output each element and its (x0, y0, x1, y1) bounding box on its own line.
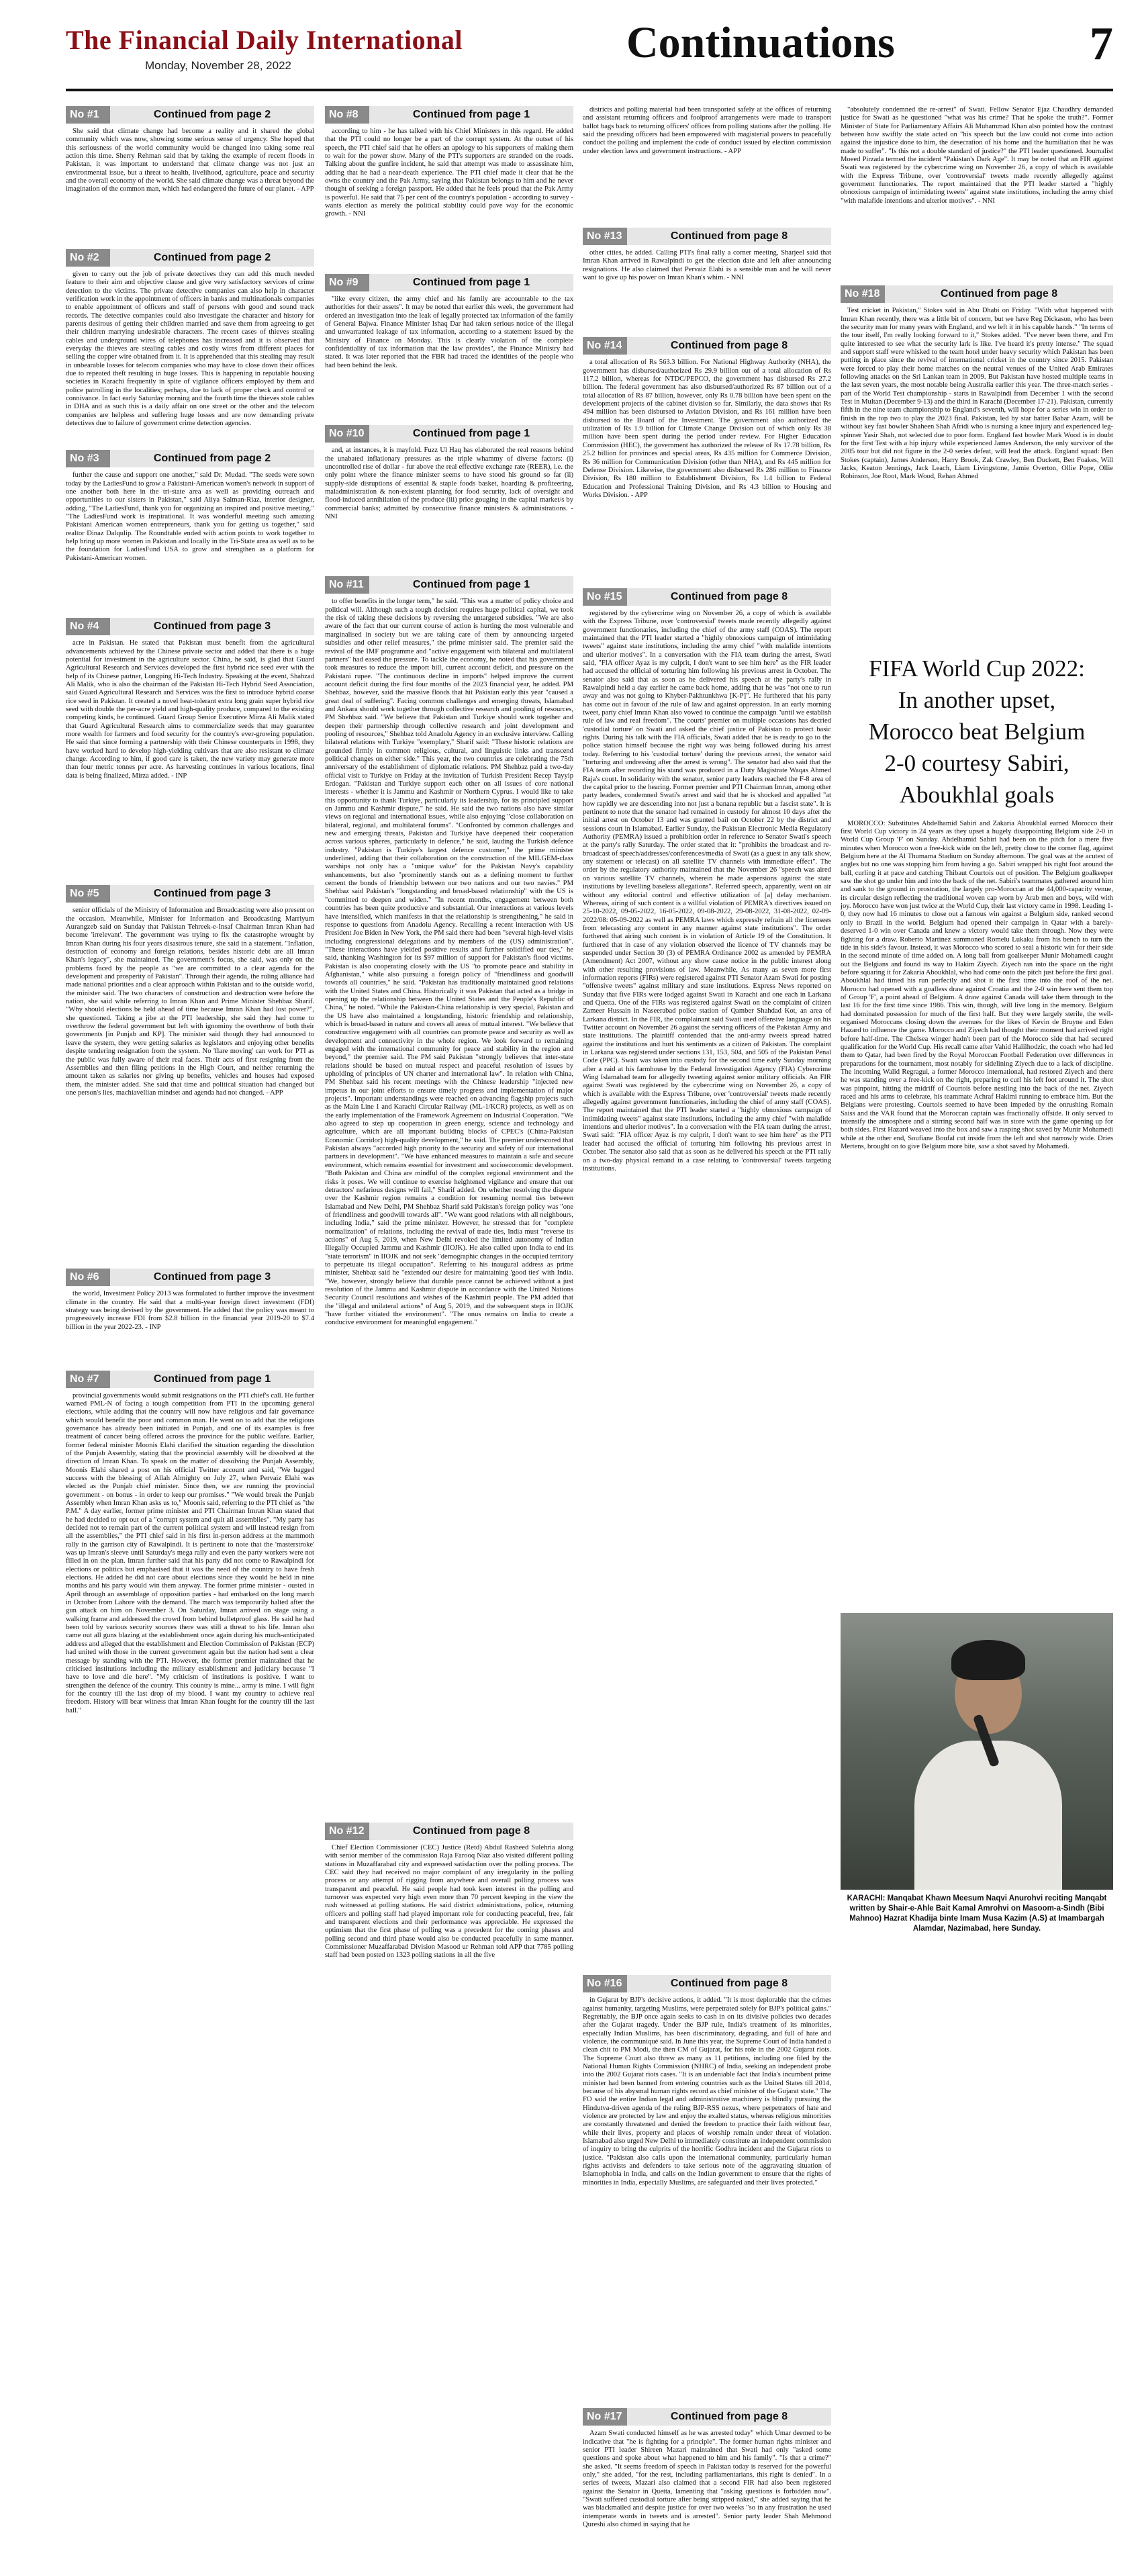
continuation-header (66, 1269, 314, 1286)
continuation-number: No #11 (325, 576, 369, 594)
continuation-header (583, 588, 831, 606)
continued-from-label: Continued from page 8 (670, 590, 788, 602)
continuation-block (325, 106, 573, 269)
continuation-number: No #5 (66, 885, 110, 903)
story-paragraph: in Gujarat by BJP's decisive actions, it added. "It is most deplorable that the crimes against humanity, targeting Muslims, were perpetrated solely for BJP's political gains." Regrettably, the BJP once again seeks to cash in on its divisive policies two decades after the Gujarat tragedy. Under the BJP rule, India's treatment of its minorities, especially Indian Muslims, has been discriminatory, degrading, and full of hate and violence, the communiqué said. In June this year, the Supreme Court of India handed a clean chit to PM Modi, the then CM of Gujarat, for his role in the 2002 Gujarat riots. The Supreme Court also threw as many as 11 petitions, including one filed by the National Human Rights Commission (NHRC) of India, seeking an independent probe into the 2002 Gujarat riots cases. "It is an undeniable fact that India's incumbent prime minister had been banned from entering countries such as the United States till 2014, because of his abysmal human rights record as chief minister of the Gujarat state." The FO said the entire Indian legal and administrative machinery is blindly pursuing the Hindutva-driven agenda of the ruling BJP-RSS nexus, where perpetrators of hate and violence are protected by law and enjoy the exalted status, whereas religious minorities are constantly threatened and denied the freedom to practice their faith without fear, while their lives, property and places of worship remain under threat of violation. Islamabad also urged New Delhi to immediately constitute an independent commission of inquiry to bring the culprits of the horrific Godhra incident and the Gujarat riots to justice. "Pakistan also calls upon the international community, particularly human rights activists and defenders to take serious note of the aggravating situation of Islamophobia in India, and calls on the Indian government to ensure that the rights of minorities in India, especially Muslims, are safeguarded and their lives protected." (583, 1996, 831, 2187)
story-paragraph: "like every citizen, the army chief and his family are accountable to the tax authorities for their assets". It may be noted that earlier this week, the government had ordered an investigation into the leak of legally protected tax information of the family of General Bajwa. Finance Minister Ishaq Dar had taken serious notice of the illegal and unwarranted leakage of tax information, according to a statement issued by the Ministry of Finance on Monday. This is clearly violation of the complete confidentiality of tax information that the law provides", the Finance Ministry had stated. It was later reported that the FBR had traced the identities of the people who had been behind the leak. (325, 295, 573, 369)
story-paragraph: registered by the cybercrime wing on November 26, a copy of which is available with the Express Tribune, over 'controversial' tweets made recently allegedly against government functionaries, including the chief of the army staff (COAS). The report maintained that the PTI leader started a "highly obnoxious campaign of intimidating tweets" against state institutions, including the army chief "with malafide intentions and ulterior motives". In a conversation with the FIA team during the arrest, Swati said, "FIA officer Ayaz is my culprit, I don't want to see him here" as the FIR leader had accused the official of torturing him following his previous arrest in October. The senator also said that as soon as he delivered his speech at the party's rally in Rawalpindi held a day earlier he came back home, adding that he was "not one to run away and was not going to Khyber-Pakhtunkhwa [K-P]". He furthered that his party has come out in favour of the rule of law and against oppression. In an early morning tweet, party chief Imran Khan also vowed to continue the campaign "until we establish rule of law and real freedom". The courts' premier on multiple occasions has decried 'custodial torture' on Swati and asked the chief justice of Pakistan to protect basic rights. During his talk with the FIA officials, Swati added that he is ready to go to the police station himself because the right way was being followed during his arrest today. Referring to his 'custodial torture' during the previous arrest, the senator said "torturing and undressing after the arrest is wrong". The senator had also said that the FIA team after recording his stand was produced in a Duty Magistrate Waqas Ahmed Raja's court. In solidarity with the senator, senior party leaders reached the F-8 area of the capital prior to the hearing. Former premier and PTI Chairman Imran, among other party leaders, condemned Swati's arrest and said that he is shocked and appalled "at how rapidly we are descending into not just a banana republic but a fascist state". It is pertinent to note that the senator had remained in custody for almost 10 days after the initial arrest on October 13 and was granted bail on October 22 by the district and sessions court in Islamabad. Earlier Sunday, the Pakistan Electronic Media Regulatory Authority (PEMRA) issued a prohibition order in reference to Senator Swati's speech at the party's rally Saturday. The order stated that it: "prohibits the broadcast and re-broadcast of speech/addresses/conferences/media of Swati (as a guest in any talk show, any statement or telecast) on all satellite TV channels with immediate effect". The order by the regulatory authority maintained that the November 26 "speech was aired on various satellite TV channels, wherein he made aspersions against the state institutions by levelling baseless allegations". Referred speech, apparently, went on air without any editorial control and effective utilization of [a] delay mechanism. Whereas, airing of such content is a willful violation of PEMRA's directives issued on 25-10-2022, 09-05-2022, 16-05-2022, 09-08-2022, 29-08-2022, 31-08-2022, 02-09-2022/08: 05-09-2022 as well as PEMRA laws which expressly refrain all the licensees from telecasting any content in any manner against state institutions". The order furthered that airing such content is in violation of Article 19 of the Constitution. It furthered that in case of any violation observed the licence of TV channels may be suspended under Section 30 (3) of PEMRA Ordinance 2002 as amended by PEMRA (Amendment) Act 2007, without any show cause notice in the public interest along with other resulting provisions of law. Meanwhile, As many as seven more first information reports (FIRs) were registered against PTI Senator Azam Swati for posting "offensive tweets" against military and state institutions. Express News reported on Sunday that five FIRs were lodged against Swati in Karachi and one each in Larkana and Quetta. One of the FIRs was registered against Swati on the complaint of citizen Zameer Hussain in Naseerabad police station of Qamber Shahdad Kot, an area of Larkana district. In the FIR, the complainant said Swati used offensive language on his Twitter account on November 26 against the serving officers of the Pakistan Army and state institutions. The plaintiff contended that the anti-army tweets spread hatred against the institutions and hurt his sentiments as a citizen of Pakistan. The complaint in Larkana was registered under sections 131, 153, 504, and 505 of the Pakistan Penal Code (PPC). Swati was taken into custody for the second time early Sunday morning after a raid at his farmhouse by the Federal Investigation Agency (FIA) Cybercrime Wing Islamabad team for allegedly tweeting against senior military officials. An FIR against Swati was registered by the cybercrime wing on November 26, a copy of which is available with the Express Tribune, over 'controversial' tweets made recently allegedly against government functionaries, including the chief of army staff (COAS). The report maintained that the PTI leader started a "highly obnoxious campaign of intimidating tweets" against state institutions, including the army chief "with malafide intentions and ulterior motives". In a conversation with the FIA team during the arrest, Swati said: "FIA officer Ayaz is my culprit, I don't want to see him here" as the PTI leader had accused the official of torturing him following his previous arrest in October. The senator also said that as soon as he delivered his speech at the PTI rally on a two-day physical remand in a case relating to 'controversial' tweets targeting institutions. (583, 609, 831, 1172)
story-paragraph: a total allocation of Rs 563.3 billion. For National Highway Authority (NHA), the government has disbursed/authorized Rs 29.9 billion out of a total allocation of Rs 117.2 billion, whereas for NTDC/PEPCO, the government has disbursed Rs 27.2 billion. The federal government has also disbursed/authorized Rs 87 billion out of a total allocation of Rs 87 billion, however, only Rs 0.78 billion have been spent on the development projects of the cabinet division so far. Similarly, the data shows that Rs 494 million has been disbursed to Aviation Division, and Rs 161 million have been disbursed to the Board of the Investment. The government also authorized the utilization of Rs 1.9 billion for Climate Change Division out of which only Rs 38 million have been spent during the period under review. For Higher Education Commission (HEC), the government has authorized the release of Rs 17.78 billion, Rs 25.2 billion for provinces and special areas, Rs 435 million for Commerce Division, Rs 36 million for Communication Division (other than NHA), and Rs 445 million for Defense Division. Likewise, the government also disbursed Rs 286 million to Finance Division, Rs 180 million to Establishment Division, Rs 1.4 billion to Federal Education and Professional Training Division, and Rs 4.3 billion to Housing and Works Division. - APP (583, 359, 831, 499)
continuation-block (583, 1975, 831, 2403)
story-text (66, 1290, 314, 1365)
section-title: Continuations (626, 18, 895, 67)
continued-from-label: Continued from page 1 (412, 428, 530, 440)
paper-title: The Financial Daily International (66, 25, 463, 55)
story-text (325, 1844, 573, 2010)
continuation-number: No #16 (583, 1975, 627, 1992)
story-text (66, 471, 314, 612)
headline-line: FIFA World Cup 2022: (869, 655, 1085, 682)
story-paragraph: given to carry out the job of private detectives they can add this much needed feature to their aim and objective clause and give very satisfactory services of crime detection to the victims. The private detective companies can also help in character verification work in the appointment of officers in banks and multinationals companies to enable appointment of officers and staff of persons with good and sound track records. The detective companies could also investigate the character and history for parents desirous of getting their children married and save them from agreeing to get their children marrying undesirable characters. The recent cases of thieves stealing cables and underground wires of telephones has increased and it is observed that everyday the thieves are stealing cables and costly wires from different places for selling the copper wire obtained from it. It is apprehended that this stealing may result in unbearable losses for telecom companies who may have to close down their offices due to repeated theft resulting in huge losses. This is happening in reputable housing societies in Karachi frequently in spite of vigilance officers employed by them and police patrolling in the localities; perhaps, due to lack of proper check and control or connivance. In fact early Saturday morning and the fourth time the thieves stole cables in DHA and as such this is a daily affair on one street or the other and the telecom companies are helpless and suffering huge losses and are now demanding private detectives due to failure of government crime detection agencies. (66, 270, 314, 428)
story-text (583, 106, 831, 222)
continuation-number: No #12 (325, 1823, 369, 1840)
continuation-header (325, 1823, 573, 1840)
continued-from-label: Continued from page 3 (153, 620, 271, 633)
continuation-number: No #18 (841, 285, 885, 303)
continuation-block (66, 885, 314, 1263)
continuation-number: No #8 (325, 106, 369, 124)
continued-from-label: Continued from page 2 (153, 453, 271, 465)
continuation-header (583, 1975, 831, 1992)
continuation-block (325, 425, 573, 571)
column-4 (841, 106, 1113, 1934)
story-text (583, 249, 831, 332)
story-paragraph: districts and polling material had been transported safely at the offices of returning and assistant returning officers and foolproof arrangements were made to transport ballot bags back to returning officers' offices from polling stations after the polling. He said the presiding officers had been empowered with magisterial powers to peacefully conduct the polling and implement the code of conduct issued by election commission under election laws and government instructions. - APP (583, 106, 831, 155)
continuation-block (66, 249, 314, 445)
page-number: 7 (1090, 18, 1113, 70)
continuation-block (66, 1269, 314, 1365)
story-paragraph: according to him - he has talked with his Chief Ministers in this regard. He added that the PTI could no longer be a part of the corrupt system. At the outset of his speech, the PTI chief said that he offers an apology to his supporters of making them to wait for the power show. Many of the PTI's supporters are stranded on the roads. Talking about the gunfire incident, he said that attempt was made to assassinate him, adding that he had a near-death experience. The PTI chief made it clear that he the owns the country and the Pak Army, saying that Pakistan belongs to him and he never thought of seeking a foreign passport. He added that he feels proud that the Pak Army is powerful. He said that 75 per cent of the country's population - according to survey - wants election as merely the political stability could pave way for the economic growth. - NNI (325, 128, 573, 218)
continued-from-label: Continued from page 8 (412, 1825, 530, 1837)
continued-from-label: Continued from page 8 (670, 340, 788, 352)
column-1 (66, 106, 314, 2176)
continuation-header (325, 274, 573, 291)
story-paragraph: She said that climate change had become a reality and it shared the global community which was now, showing some serious sense of urgency. She hoped that this seriousness of the world community would be changed into taking some real action this time. Sherry Rehman said that by taking the example of recent floods in Pakistan, it was important to understand that climate change was not just an environmental issue, but a threat to health, livelihood, agriculture, peace and security and the overall economy of the world. She said climate change was a threat beyond the imagination of the common man, which had endangered the future of our planet. - APP (66, 128, 314, 193)
continuation-block (583, 337, 831, 582)
feature-body-text: MOROCCO: Substitutes Abdelhamid Sabiri and Zakaria Aboukhlal earned Morocco their first World Cup victory in 24 years as they upset a hugely disappointing Belgium side 2-0 in World Cup Group 'F' on Sunday. Abdelhamid Sabiri had been on the pitch for a mere five minutes when Morocco won a free-kick wide on the left, pretty close to the corner flag, against Belgium here at the Al Thumama Stadium on Sunday afternoon. The goal was at the acutest of angles but no one was stopping him from having a go. Sabiri wrapped his right foot around the ball, curling it at pace and catching Thibaut Courtois out of position. The Belgium goalkeeper saw the shot go under him and into the back of the net. Sabiri's teammates gathered around him and sank to the ground in prostration, the largely pro-Moroccan at the 44,000-capacity venue, its circular design reflecting the traditional woven cap worn by Arab men and boys, wild with joy. Morocco have won just twice at the World Cup, their last victory came in 1998. Leading 1-0, they now had 16 minutes to close out a famous win against a Belgium side, ranked second only to Brazil in the world. Belgium had opened their campaign in Qatar with a barely-deserved 1-0 win over Canada and knew a victory would take them through. Now they were fighting for a draw. Roberto Martinez summoned Romelu Lukaku from his bench to turn the tide in his side's favour. Instead, it was Morocco who scored to seal a historic win for their side in the second minute of time added on. A long ball from goalkeeper Munir Mohamedi caught out the Belgians and found its way to Hakim Ziyech. Ziyech ran into the space on the right before squaring it for Zakaria Aboukhlal, who had come onto the pitch just before the first goal. Aboukhlal had timed his run perfectly and shot it the first time into the roof of the net. Morocco had opened with a goalless draw against Croatia and the 2-0 win here sent them top of Group 'F', a point ahead of Belgium. A draw against Canada will take them through to the last 16 for the first time since 1986. This win, though, will live long in the memory. Belgium had dominated possession for much of the first half. But they were largely sterile, the well-organised Moroccans closing down the avenues for the likes of Kevin de Bruyne and Eden Hazard to influence the game. Morocco and Ziyech had thought their moment had arrived right before half-time. The Chelsea winger hadn't been part of the Morocco side that had secured qualification for the World Cup. His recall came after Vahid Halilhodzic, the coach who had led them to Qatar, had been fired by the Royal Moroccan Football Federation over differences in preparations for the tournament, most notably for sidelining Ziyech due to a lack of discipline. The incoming Walid Regragui, a former Morocco international, had restored Ziyech and there he was standing over a free-kick on the right, preparing to curl his left foot around it. The shot was pinpoint, hitting the midriff of Courtois before nestling into the back of the net. Ziyech raced and his arms to celebrate, his teammate Achraf Hakimi running to embrace him. But the Belgians were protesting. Courtois seemed to have been impeded by the onrushing Romain Saiss and the VAR found that the Moroccan captain was fractionally offside. It only served to intensify the atmosphere and a stirring second half was in store with the game opening up for both sides. First Hazard weaved into the box and saw a rasping shot saved by Munir Mohamedi while at the other end, Soufiane Boufal cut inside from the left and shot narrowly wide. Dries Mertens, brought on to give Belgium more bite, saw a shot saved by Mohamedi. (841, 819, 1113, 1151)
continuation-number: No #14 (583, 337, 627, 355)
continued-from-label: Continued from page 8 (940, 288, 1058, 300)
continued-from-label: Continued from page 8 (670, 1978, 788, 1990)
continuation-number: No #3 (66, 450, 110, 467)
story-paragraph: other cities, he added. Calling PTI's final rally a corner meeting, Sharjeel said that Imran Khan arrived in Rawalpindi to get the election date and left after announcing resignations. He also claimed that Pervaiz Elahi is a sensible man and he will never want to give up his power on Imran Khan's whim. - NNI (583, 248, 831, 281)
continuation-block (583, 106, 831, 222)
continuation-number: No #13 (583, 228, 627, 245)
continuation-number: No #9 (325, 274, 369, 291)
continuation-header (66, 1371, 314, 1388)
continued-from-label: Continued from page 3 (153, 1271, 271, 1283)
story-paragraph: Test cricket in Pakistan," Stokes said in Abu Dhabi on Friday. "With what happened with Imran Khan recently, there was a little bit of concern, but we have Reg Dickason, who has been the security man for many years with England, and we left it in his capable hands." "In terms of the tour itself, I'm really looking forward to it," Stokes added. "I've never been there, and I'm quite interested to see what the security lark is like. I've heard it's pretty intense." The squad and support staff were whisked to the team hotel under heavy security which Pakistan has been putting in place since the revival of international cricket in the country since 2015. Pakistan were forced to play their home matches on the neutral venues of the United Arab Emirates following attacks on the Sri Lankan team in 2009. But Pakistan have hosted multiple teams in the last seven years, the most notable being Australia earlier this year. The three-match series - part of the World Test championship - starts in Rawalpindi from December 1 with the second Test in Multan (December 9-13) and the third in Karachi (December 17-21). Pakistan, currently fifth in the nine team championship to England's seventh, will hope for a series win in order to finish in the top two to play the 2023 final. Pakistan, led by star batter Babar Azam, will be without key fast bowler Shaheen Shah Afridi who is nursing a knee injury and experienced leg-spinner Yasir Shah, not selected due to poor form. England fast bowler Mark Wood is in doubt for the first Test with a hip injury while experienced James Anderson, the only survivor of the 2005 tour but did not figure in the 2-0 series defeat, will lead the attack. England squad: Ben Stokes (captain), James Anderson, Harry Brook, Zak Crawley, Ben Duckett, Ben Foakes, Will Jacks, Keaton Jennings, Jack Leach, Liam Livingstone, Jamie Overton, Ollie Pope, Ollie Robinson, Joe Root, Mark Wood, Rehan Ahmed (841, 307, 1113, 481)
continuation-block (66, 1371, 314, 2172)
story-text (583, 610, 831, 1970)
continuation-block (66, 106, 314, 244)
continuation-header (66, 249, 314, 267)
continuation-block (841, 285, 1113, 647)
story-paragraph: Chief Election Commissioner (CEC) Justice (Retd) Abdul Rasheed Sulehria along with senior member of the commission Raja Farooq Niaz also visited different polling stations in Muzaffarabad city and expressed satisfaction over the polling process. The CEC said they had received no major complaint of any irregularity in the polling process or any attempt of rigging from anywhere and overall polling process was transparent and peaceful. He said people had took keen interest in the polling and turnover was expected very high even more than 70 percent keeping in the view the rush witnessed at polling stations. He said district administrations, police, returning officers and polling staff had played important role for conducting peaceful, free, fair and transparent elections and their performance was appreciable. He expressed the optimism that the first phase of polling was a precedent for the coming phases and polling second and third phase would also be conducted peacefully in same manner. Commissioner Muzaffarabad Division Masood ur Rehman told APP that 7785 polling staff had been posted on 1323 polling stations in all the five (325, 1843, 573, 1960)
story-text (583, 1996, 831, 2403)
continued-from-label: Continued from page 2 (153, 251, 271, 263)
story-text (841, 106, 1113, 280)
continued-from-label: Continued from page 3 (153, 888, 271, 900)
continuation-block (583, 2408, 831, 2571)
story-text (66, 271, 314, 445)
photo-figure-hair (951, 1640, 1025, 1680)
news-photo (841, 1613, 1113, 1890)
story-paragraph: to offer benefits in the longer term," he said. "This was a matter of policy choice and political will. Although such a tough decision requires huge political capital, we took the risk of taking these decisions by reversing the untargeted subsidies. "We are also aware of the fact that our current course of action is hurting the most vulnerable and marginalised in society but we are taking care of them by announcing targeted subsidies and other relief measures," the prime minister said. The premier said the revival of the IMF programme and "active engagement with bilateral and multilateral partners" had eased the pressure. To tackle the economy, he noted that his government took measures to reduce the import bill, current account deficit, and pressure on the Pakistani rupee. "The continuous decline in imports" helped improve the current account deficit during the first four months of the 2023 financial year, he added. PM Shehbaz, however, said the massive floods that hit Pakistan early this year "caused a great deal of suffering". Facing common challenges and emerging threats, Islamabad and Ankara should work together through collective research and pooling of resources, PM Shehbaz said. "We believe that Pakistan and Turkiye should work together and deepen their partnership through collective research and joint development and pooling of resources," Shehbaz told Anadolu Agency in an exclusive interview. Calling bilateral relations with Turkiye "exemplary," Sharif said: "These historic relations are grounded firmly in common religious, cultural, and linguistic links and transcend political changes on either side." This year, the two countries are celebrating the 75th anniversary of the establishment of diplomatic relations. PM Shehbaz paid a two-day official visit to Turkiye on Friday at the invitation of Turkish President Recep Tayyip Erdogan. "Pakistan and Turkiye support each other on all issues of core national interests - whether it is Jammu and Kashmir or Northern Cyprus. I would like to take this opportunity to thank Turkiye, particularly its leadership, for its principled support on Jammu and Kashmir dispute," he said. He said the two nations also have similar views on regional and international issues, while also enjoying "close collaboration on bilateral, regional, and multilateral forums". "Confronted by common challenges and new and emerging threats, Pakistan and Turkiye have deepened their cooperation across various spheres, particularly in defence," he said, lauding the Turkish defence industry. "Pakistan is Turkiye's largest defence customer," the prime minister underlined, adding that their collaboration on the construction of the MILGEM-class warships not only has a "unique value" for the Pakistan Navy's capability enhancements, but also "prominently stands out as a defining moment to further cement the bonds of friendship between our two nations and our two navies." PM Shehbaz said Pakistan's "longstanding and broad-based relationship" with the US is "committed to deepen and widen." "In recent months, engagement between both countries has been quite productive and substantial. Our interactions at various levels have intensified, which manifests in that the relationship is strengthening," he said in response to questions from Anadolu Agency. Recalling a recent interaction with US President Joe Biden in New York, the PM said there had been "several high-level visits including congressional delegations and by members of the (US) administration". "These interactions have yielded positive results and further solidified our ties," he said, thanking Washington for its $97 million of support for Pakistan's flood victims. Pakistan is also cooperating closely with the US "to promote peace and stability in Afghanistan," while also pursuing a foreign policy of "friendliness and goodwill towards all countries," he said. "Pakistan has traditionally maintained good relations with the United States and China. Historically it was Pakistan that acted as a bridge in opening up the relationship between the United States and the People's Republic of China," he noted. "While the Pakistan-China relationship is very special, Pakistan and the US have also maintained a longstanding, historic friendship and relationship, which is broad-based in nature and covers all areas of mutual interest. "We believe that constructive engagement with all countries can promote peace and security as well as development and connectivity in the whole region. We look forward to remaining engaged with the international community for peace and stability in the region and beyond," the premier said. The PM said Pakistan "strongly believes that inter-state relations should be based on mutual respect and peaceful resolution of issues by upholding of principles of UN charter and international law". In relation with China, PM Shehbaz said his recent meetings with the Chinese leadership "injected new impetus in our joint efforts to ensure timely progress and implementation of major projects". Important understandings were reached on advancing flagship projects such as the Main Line 1 and Karachi Circular Railway (ML-1/KCR) projects, as well as on the early implementation of the Framework Agreement on Industrial Cooperation. "We also agreed to step up cooperation in green energy, science and technology and agriculture, which are all important building blocks of CPEC's (China-Pakistan Economic Corridor) high-quality development," he said. The premier underscored that Pakistan always "accorded high priority to the security and safety of our international partners in development". "We have enhanced measures to maintain a safe and secure environment, which remains essential for investment and socioeconomic development. "Both Pakistan and China are mindful of the complex regional environment and the risks it poses. We will continue to exercise heightened vigilance and ensure that our detractors' nefarious designs will fail," Sharif added. On whether resolving the dispute over the Kashmir region remains a condition for resuming normal ties between Islamabad and New Delhi, PM Shehbaz Sharif said Pakistan's foreign policy was "one of friendliness and goodwill towards all". "We want good relations with all neighbours, including India," said the prime minister. However, he stressed that for "complete normalization" of relations, including the revival of trade ties, India must "reverse its actions" of Aug 5, 2019, when New Delhi revoked the limited autonomy of Indian Illegally Occupied Jammu and Kashmir (IIOJK). He also called upon India to end its "state terrorism" in IIOJK and not seek "demographic changes in the occupied territory to perpetuate its illegal occupation". Referring to his inaugural address as prime minister, Shehbaz said he "extended our desire for maintaining 'good ties' with India. "We, however, strongly believe that durable peace cannot be achieved without a just resolution of the Jammu and Kashmir dispute in accordance with the United Nations Security Council resolutions and wishes of the Kashmiri people. The PM added that the "illegal and unilateral actions" of Aug 5, 2019, and the subsequent steps in IIOJK "have further vitiated the environment". "The onus remains on India to create a conducive environment for meaningful engagement." (325, 598, 573, 1327)
column-4-blocks (841, 106, 1113, 647)
continuation-block (66, 450, 314, 612)
continuation-header (66, 618, 314, 635)
photo-caption: KARACHI: Manqabat Khawn Meesum Naqvi Anurohvi reciting Manqabt written by Shair-e-Ahle Bait Kamal Amrohvi on Masoom-a-Sindh (Bibi Mahnoo) Hazrat Khadija binte Imam Musa Kazim (A.S) at Imambargah Alamdar, Nazimabad, here Sunday. (847, 1894, 1107, 1933)
headline-line: Aboukhlal goals (899, 781, 1055, 808)
continuation-number: No #15 (583, 588, 627, 606)
continued-from-label: Continued from page 8 (670, 230, 788, 242)
masthead-rule (66, 89, 1113, 91)
story-text (66, 907, 314, 1263)
continuation-header (583, 2408, 831, 2426)
story-text (841, 307, 1113, 647)
continuation-header (841, 285, 1113, 303)
story-paragraph: "absolutely condemned the re-arrest" of Swati. Fellow Senator Ejaz Chaudhry demanded justice for Swati as he questioned "what was his crime? That he spoke the truth?". Former Minister of State for Parliamentary Affairs Ali Muhammad Khan also pointed how the contrast between how swiftly the state acted on "his speech but the law could not come into action against the injustice done to him, the desecration of his home and the humiliation that he was made to suffer". "Is this not a double standard of justice?" the PTI leader questioned. Journalist Moeed Pirzada termed the incident "Pakistan's Dark Age". It may be noted that an FIR against Swati was registered by the cybercrime wing on November 26, a copy of which is available with the Express Tribune, over 'controversial' tweets made recently allegedly against government functionaries. The report maintained that the PTI leader started a "highly obnoxious campaign of intimidating tweets" against state institutions, including the army chief "with malafide intentions and ulterior motives". - NNI (841, 106, 1113, 205)
story-text (66, 128, 314, 244)
continuation-block (325, 576, 573, 1816)
column-3 (583, 106, 831, 2576)
continuation-header (66, 885, 314, 903)
continuation-number: No #1 (66, 106, 110, 124)
continued-from-label: Continued from page 2 (153, 109, 271, 120)
continuation-header (583, 337, 831, 355)
continuation-block (325, 1823, 573, 2010)
continuation-header (325, 425, 573, 443)
photo-figure-body (914, 1741, 1062, 1890)
feature-body (841, 820, 1113, 1608)
continuation-block (66, 618, 314, 880)
story-text (325, 295, 573, 420)
continuation-header (325, 576, 573, 594)
continuation-block (583, 228, 831, 332)
story-text (66, 1392, 314, 2172)
continuation-number: No #6 (66, 1269, 110, 1286)
story-text (583, 359, 831, 582)
continuation-number: No #7 (66, 1371, 110, 1388)
continuation-header (66, 106, 314, 124)
issue-date: Monday, November 28, 2022 (145, 59, 291, 72)
continuation-header (66, 450, 314, 467)
continuation-number: No #17 (583, 2408, 627, 2426)
story-paragraph: acre in Pakistan. He stated that Pakistan must benefit from the agricultural advancements achieved by the Chinese private sector and added that there is a huge potential for investment in the agriculture sector. China, he said, is glad that Guard Agricultural Research and Services developed the first hybrid rice seed ever with the help of its Chinese partner, Longping Hi-Tech Industry. Speaking at the event, Shahzad Ali Malik, who is also the chairman of the Pakistan Hi-Tech Hybrid Seed Association, said Guard Agricultural Research and Services was the first to introduce hybrid coarse rice seed in Pakistan. It created a novel heat-tolerant extra long grain super hybrid rice seed with double the per-acre yield and high-quality produce, compared to the existing competing kinds, he continued. Guard Group Senior Executive Mirza Ali Malik stated that Guard Agricultural Research aims to commercialize seeds that may guarantee more wealth for farmers and food security for the country's ever-growing population. He said that since forming a partnership with their Chinese counterparts in 1998, they have worked hard to develop high-yielding cultivars that are also resistant to climate change. According to him, if good care is taken, the new variety may generate more than four metric tonnes per acre. As harvesting continues in various locations, final data is being finalized, Mirza added. - INP (66, 639, 314, 780)
continuation-block (841, 106, 1113, 280)
continuation-header (325, 106, 573, 124)
story-paragraph: provincial governments would submit resignations on the PTI chief's call. He further warned PML-N of facing a tough competition from PTI in the upcoming general elections, while adding that the country will now have religious and fair governance which would benefit the poor and common man. He went on to add that the religious governance has already been initiated in Punjab, and one of its examples is free treatment of cancer being offered across the province for the public welfare. Earlier, former federal minister Moonis Elahi clarified the situation regarding the dissolution of the Punjab Assembly, stating that the provincial assembly will be dissolved at the direction of Imran Khan. To speak on the matter of dissolving the Punjab Assembly, Moonis Elahi shared a post on his official Twitter account and said, "We bagged success with the blessing of Allah Almighty on July 27, when Pervaiz Elahi was elected as the Punjab chief minister. Since then, we are running the provincial government - on bonus - in order to keep our promises." "We would break the Punjab Assembly when Imran Khan asks us to," Moonis said, referring to the PTI chief as "the P.M." A day earlier, former prime minister and PTI Chairman Imran Khan stated that he had decided to opt out of a "corrupt system and quit all assemblies". "My party has decided not to remain part of the current political system and will instead resign from all the assemblies," the PTI chief said in his first in-person address at the mammoth rally in the garrison city of Rawalpindi. It is pertinent to note that the 'masterstroke' was up Imran's sleeve until Saturday's mega rally and even the party workers were not filled in on the plan. Imran further said that his party did not come to Rawalpindi for elections or politics but emphasised that it was the need of the country to have fresh elections. He added he did not care about elections since they would be held in nine months and his party would win them anyway. The former prime minister - ousted in April through an assemblage of opposition parties - had embarked on the long march in October from Lahore with the demand. The march was temporarily halted after the gun attack on him on November 3. On Saturday, Imran arrived on stage using a walking frame and addressed the crowd from behind bulletproof glass. He said he had been told by various security sources there was still a threat to his life. Imran also came out all guns blazing at the establishment once again during his much-anticipated address and alleged that the establishment and Election Commission of Pakistan (ECP) had united with those in the current government again but the nation had sent a clear message by standing with the PTI. However, the former premier maintained that he criticised institutions including the military establishment and judiciary because "I have to love and die here". "My criticism of institutions is positive. I want to strengthen the defence of the country. This country is mine... army is mine. I will fight for the country till the last drop of my blood. I want my country to achieve real freedom. History will bear witness that Imran Khan fought for the country till the last ball." (66, 1391, 314, 1714)
continued-from-label: Continued from page 1 (412, 109, 530, 120)
feature-story (841, 653, 1113, 1934)
story-text (583, 2430, 831, 2571)
continuation-block (325, 274, 573, 420)
story-paragraph: Azam Swati conducted himself as he was arrested today" which Umar deemed to be indicative that "he is fighting for a principle". The former human rights minister and senior PTI leader Shireen Mazari maintained that Swati had only "asked some questions and spoke about what happened to him and his family". "Is that a crime?" she asked. "It seems freedom of speech in Pakistan today is reserved for the powerful only," she added, "for the rest, including parliamentarians, this right is denied". In a series of tweets, Mazari also claimed that a second FIR had also been registered against the Senator in Quetta, lamenting that "asking questions is forbidden now". "Swati suffered custodial torture after being stripped naked," she added saying that he was blackmailed and despite justice for over two weeks "so in any frustration he used intemperate words in tweets and is arrested". Senior party leader Shah Mehmood Qureshi also chimed in saying that he (583, 2430, 831, 2529)
continued-from-label: Continued from page 1 (412, 579, 530, 591)
continuation-number: No #4 (66, 618, 110, 635)
story-text (325, 447, 573, 571)
headline-line: In another upset, (898, 686, 1056, 713)
story-paragraph: the world, Investment Policy 2013 was formulated to further improve the investment climate in the country. He said that a multi-year foreign direct investment (FDI) strategy was being devised by the government. He added that the policy was meant to progressively increase FDI from $2.8 billion in the financial year 2019-20 to $7.4 billion in the year 2022-23. - INP (66, 1290, 314, 1331)
masthead (66, 20, 1113, 107)
continuation-number: No #2 (66, 249, 110, 267)
continuation-number: No #10 (325, 425, 369, 443)
column-2 (325, 106, 573, 2015)
continuation-header (583, 228, 831, 245)
headline-line: Morocco beat Belgium (868, 718, 1086, 745)
story-text (66, 639, 314, 880)
continued-from-label: Continued from page 8 (670, 2411, 788, 2423)
headline-line: 2-0 courtesy Sabiri, (884, 749, 1069, 776)
continued-from-label: Continued from page 1 (412, 276, 530, 288)
story-text (325, 598, 573, 1816)
continued-from-label: Continued from page 1 (153, 1373, 271, 1385)
story-paragraph: and, at instances, it is mayfold. Fuzz Ul Haq has elaborated the real reasons behind the unabated inflationary pressures as the triple whammy of diverse factors: (i) uncontrolled rise of dollar - fur above the real effective exchange rate (REER), i.e. the only point where the finance minister seems to have stood his ground so far (ii) supply-side disruptions of essential & staple foods basket, hoarding & profiteering, maladministration & non-existent planning for food security, lack of oversight and flood-induced annihilation of the produce (iii) price gouging in the capital market/s by commercial banks; admitted by consecutive finance ministers & administrations. - NNI (325, 447, 573, 520)
continuation-block (583, 588, 831, 1970)
story-paragraph: senior officials of the Ministry of Information and Broadcasting were also present on the occasion. Meanwhile, Minister for Information and Broadcasting Marriyum Aurangzeb said on Sunday that Pakistan Tehreek-e-Insaf Chairman Imran Khan had become 'irrelevant'. The government was trying to fix the catastrophe wrought by Imran Khan during his four years disastrous tenure, she said in a statement. "Inflation, destruction of economy and foreign relations, besides historic debt are all Imran Khan's legacy", she maintained. The government's focus, she said, was only on the problems faced by the people as "we are committed to a clear agenda for the development and prosperity of Pakistan". Through their agenda, the ruling alliance had made national priorities and a clear approach within Pakistan and to the outside world, the minister said. The two characters of construction and destruction were before the nation, she said while referring to Imran Khan and Prime Minister Shehbaz Sharif. "Why should elections be held ahead of time because Imran Khan had lost power?", she questioned. Taking a jibe at the PTI leadership, she said they had come to overthrow the federal government but left with ignominy the overthrow of both their governments [in Punjab and KP]. The minister said though they had announced to leave the system, they were getting salaries as legislators and enjoying other benefits despite tendering resignation from the system. No 'flare moving' can work for PTI as the public was fully aware of their real faces. Their acts of first resigning from the Assemblies and then filing petitions in the High Court, and neither returning the amount taken as salaries nor giving up benefits, vehicles and houses had exposed them, the minister added. She said that time and political situation had changed but one person's lies, machiavellian mindset and agenda had not changed. - APP (66, 907, 314, 1097)
story-paragraph: further the cause and support one another," said Dr. Mudad. "The seeds were sown today by the LadiesFund to grow a Pakistani-American women's network in support of one another both here in the tri-state area as well as providing outreach and opportunities to our sisters in Pakistan," said Aliya Salman-Riaz, interior designer, adding, "The LadiesFund, thank you for organizing an inspired and positive meeting." "The LadiesFund work is inspirational. It was wonderful meeting such amazing Pakistani American women entrepreneurs, thank you for getting us together," said realtor Dinaz Dalqulip. The Roundtable ended with action points to work together to help bring up more women in Pakistan and locally in the Tri-State area as well as to be the foundation for LadiesFund USA to grow and strengthen as a platform for Pakistani-American women. (66, 471, 314, 562)
story-text (325, 128, 573, 269)
feature-headline (841, 653, 1113, 811)
